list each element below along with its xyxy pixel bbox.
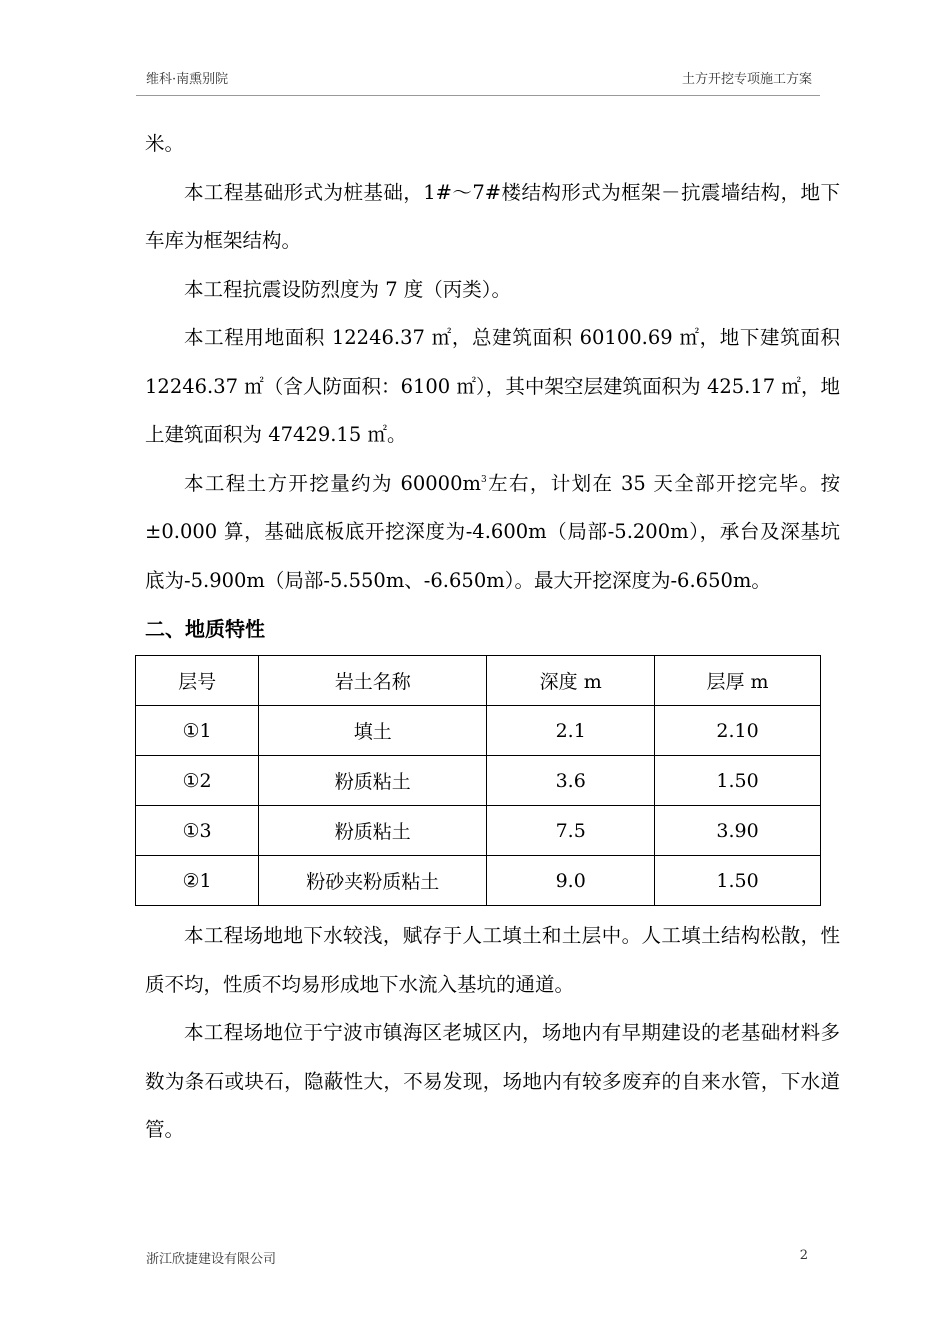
table-cell: 7.5 [487, 806, 655, 856]
table-cell: 填土 [259, 706, 487, 756]
header-project-name: 维科·南熏别院 [146, 72, 229, 87]
table-cell: 2.1 [487, 706, 655, 756]
geology-table [135, 655, 821, 906]
paragraph-foundation-structure: 本工程基础形式为桩基础，1#～7#楼结构形式为框架－抗震墙结构，地下车库为框架结构。 [145, 180, 840, 252]
table-header-cell: 岩土名称 [259, 656, 487, 706]
table-cell: 9.0 [487, 856, 655, 906]
table-cell: ①2 [136, 756, 259, 806]
excavation-text-b: 左右，计划在 35 天全部开挖完毕。按±0.000 算，基础底板底开挖深度为-4.600m（局部-5.200m），承台及深基坑底为-5.900m（局部-5.550m、-6.650m）。最大开挖深度为-6.650m。 [145, 471, 840, 592]
excavation-text-a: 本工程土方开挖量约为 60000m [184, 471, 481, 495]
table-row [136, 756, 821, 806]
paragraph-excavation [145, 460, 840, 606]
page-number: 2 [799, 1248, 808, 1263]
table-row [136, 806, 821, 856]
table-cell: 粉砂夹粉质粘土 [259, 856, 487, 906]
table-cell: 2.10 [655, 706, 821, 756]
table-cell: ②1 [136, 856, 259, 906]
paragraph-areas: 本工程用地面积 12246.37 ㎡，总建筑面积 60100.69 ㎡，地下建筑面积 12246.37 ㎡（含人防面积：6100 ㎡），其中架空层建筑面积为 425.17 ㎡，地上建筑面积为 47429.15 ㎡。 [145, 326, 840, 446]
section-title-geology: 二、地质特性 [145, 617, 265, 641]
table-header-cell: 层号 [136, 656, 259, 706]
footer-company-name: 浙江欣捷建设有限公司 [146, 1252, 277, 1267]
header-document-title: 土方开挖专项施工方案 [681, 72, 812, 87]
table-cell: ①3 [136, 806, 259, 856]
table-cell: 粉质粘土 [259, 806, 487, 856]
table-header-cell: 深度 m [487, 656, 655, 706]
table-cell: 3.90 [655, 806, 821, 856]
cubic-superscript: 3 [480, 474, 487, 485]
document-body [145, 120, 840, 1155]
table-header-row [136, 656, 821, 706]
table-row [136, 856, 821, 906]
table-cell: ①1 [136, 706, 259, 756]
table-cell: 1.50 [655, 756, 821, 806]
paragraph-seismic: 本工程抗震设防烈度为 7 度（丙类）。 [184, 277, 512, 301]
table-cell: 3.6 [487, 756, 655, 806]
table-cell: 1.50 [655, 856, 821, 906]
paragraph-groundwater: 本工程场地地下水较浅，赋存于人工填土和土层中。人工填土结构松散，性质不均，性质不均易形成地下水流入基坑的通道。 [145, 924, 840, 996]
table-header-cell: 层厚 m [655, 656, 821, 706]
header-divider [136, 95, 820, 96]
paragraph-site-conditions: 本工程场地位于宁波市镇海区老城区内，场地内有早期建设的老基础材料多数为条石或块石，隐蔽性大，不易发现，场地内有较多废弃的自来水管，下水道管。 [145, 1021, 840, 1141]
table-cell: 粉质粘土 [259, 756, 487, 806]
paragraph-continuation: 米。 [145, 132, 185, 155]
table-row [136, 706, 821, 756]
